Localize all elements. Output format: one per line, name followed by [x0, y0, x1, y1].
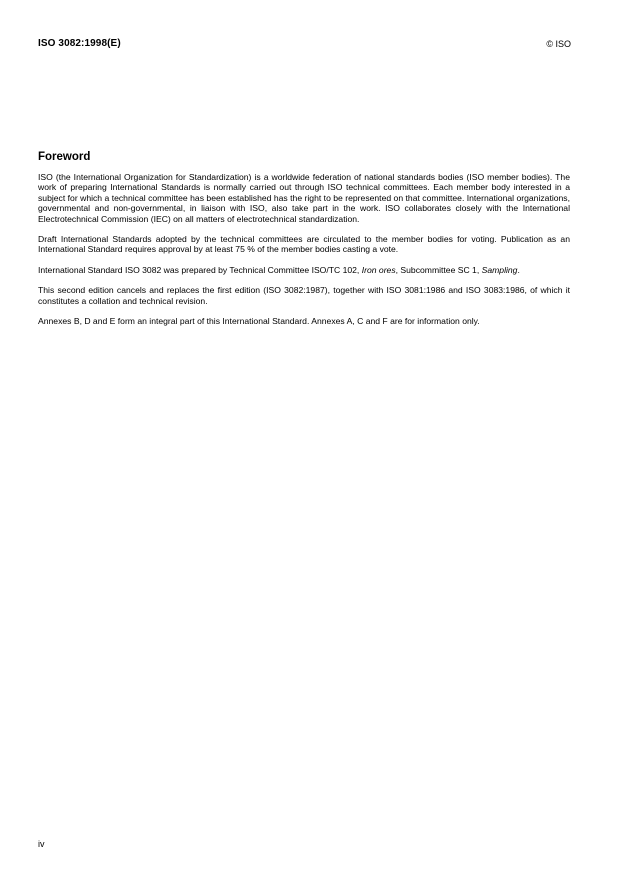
paragraph-2: Draft International Standards adopted by the technical committees are circulated to the member bodies for voting. Publication as an International Standard requires approval by at least 75 % of the member bodies casting a vote. — [38, 234, 570, 255]
paragraph-3-text-3: . — [517, 264, 520, 275]
paragraph-3-text-2: , Subcommittee SC 1, — [395, 264, 482, 275]
paragraph-1: ISO (the International Organization for Standardization) is a worldwide federation of national standards bodies (ISO member bodies). The work of preparing International Standards is normally carried out through ISO technical committees. Each member body interested in a subject for which a technical committee has been established has the right to be represented on that committee. International organizations, governmental and non-governmental, in liaison with ISO, also take part in the work. ISO collaborates closely with the International Electrotechnical Commission (IEC) on all matters of electrotechnical standardization. — [38, 172, 570, 224]
paragraph-5: Annexes B, D and E form an integral part of this International Standard. Annexes A, C and F are for information only. — [38, 316, 480, 327]
subcommittee-name: Sampling — [481, 264, 518, 275]
paragraph-3 — [38, 265, 570, 275]
paragraph-4: This second edition cancels and replaces the first edition (ISO 3082:1987), together with ISO 3081:1986 and ISO 3083:1986, of which it constitutes a collation and technical revision. — [38, 285, 570, 306]
foreword-section — [38, 151, 570, 336]
section-title: Foreword — [38, 151, 91, 163]
document-id: ISO 3082:1998(E) — [38, 38, 121, 49]
committee-name: Iron ores — [361, 264, 396, 275]
paragraph-3-text-1: International Standard ISO 3082 was prepared by Technical Committee ISO/TC 102, — [38, 264, 362, 275]
page-number: iv — [38, 839, 45, 849]
copyright-notice: © ISO — [546, 39, 571, 49]
